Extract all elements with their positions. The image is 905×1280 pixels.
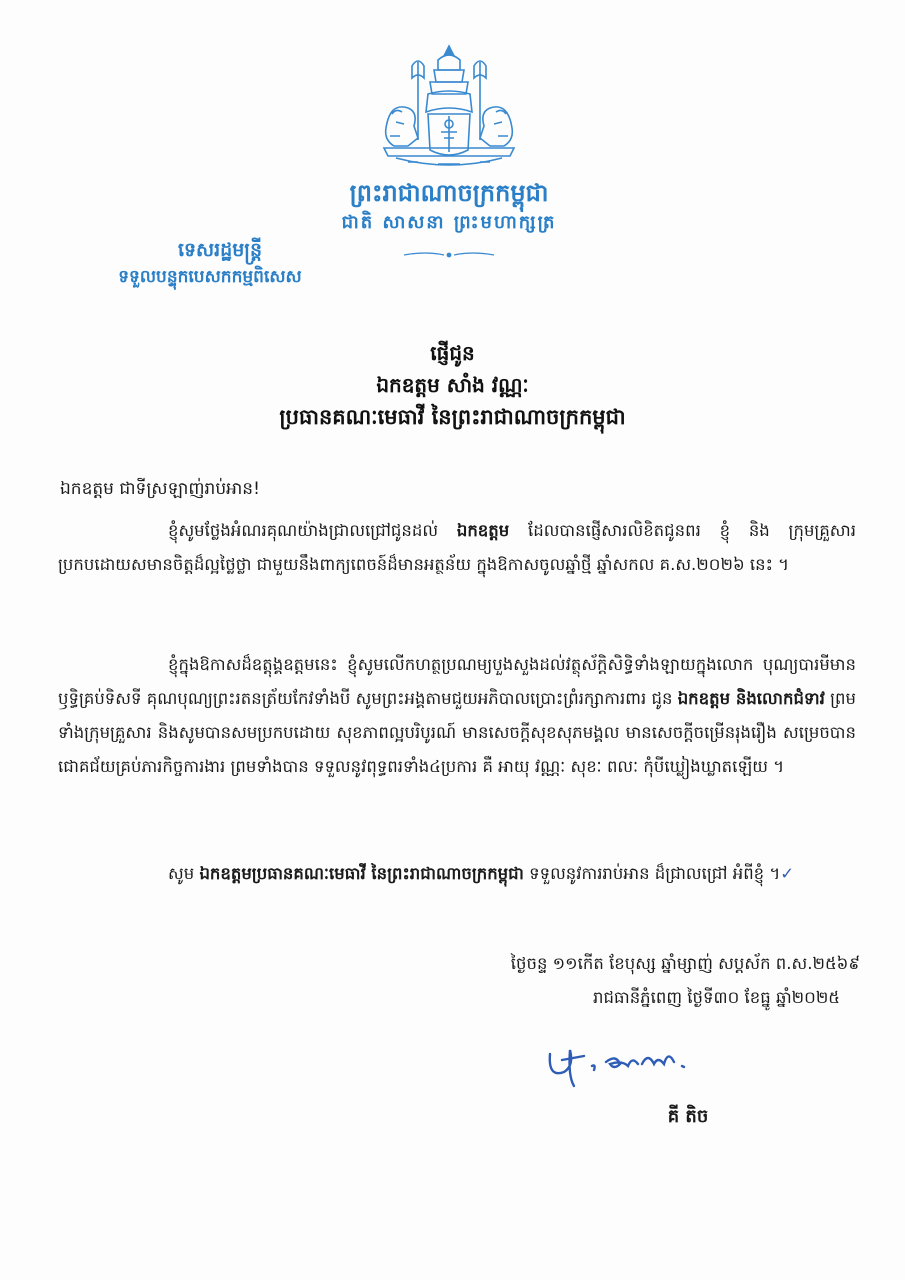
signer-name: គី តិច bbox=[667, 1106, 709, 1127]
text-span: ដែលបានផ្ញើសារលិខិតជូនពរ ខ្ញុំ និង ក្រុមគ្រួសារ ប្រកបដោយសមានចិត្តដ៏ល្អថ្លៃថ្លា ជាមួយនឹងពាក្យពេចន៍ដ៏មានអត្ថន័យ ក្នុងឱកាសចូលឆ្នាំថ្មី ឆ្នាំសកល គ.ស.២០២៦ នេះ ។ bbox=[58, 521, 856, 574]
addressee-role: ប្រធានគណៈមេធាវី នៃព្រះរាជាណាចក្រកម្ពុជា bbox=[279, 404, 626, 429]
body-paragraph-2 bbox=[58, 648, 856, 784]
closing-paragraph bbox=[58, 857, 856, 891]
text-span: ខ្ញុំសូមថ្លែងអំណរគុណយ៉ាងជ្រាលជ្រៅជូនដល់ bbox=[168, 521, 457, 540]
royal-coat-of-arms-emblem bbox=[378, 42, 520, 174]
text-span: ទទួលនូវការរាប់អាន ដ៏ជ្រាលជ្រៅ អំពីខ្ញុំ ។ bbox=[523, 864, 781, 883]
addressee-name: ឯកឧត្តម សាំង វណ្ណៈ bbox=[376, 373, 529, 397]
bold-span: ឯកឧត្តម bbox=[456, 521, 510, 540]
text-span: សូម bbox=[168, 864, 200, 883]
place-date-line: រាជធានីភ្នំពេញ ថ្ងៃទី៣០ ខែធ្នូ ឆ្នាំ២០២៥ bbox=[593, 988, 840, 1007]
addressee-label: ផ្ញើជូន bbox=[430, 341, 475, 365]
issuing-office-subtitle: ទទួលបន្ទុកបេសកកម្មពិសេស bbox=[118, 267, 302, 287]
handwritten-check-mark: ✓ bbox=[780, 864, 795, 883]
kingdom-motto: ជាតិ សាសនា ព្រះមហាក្សត្រ bbox=[341, 212, 557, 233]
kingdom-title: ព្រះរាជាណាចក្រកម្ពុជា bbox=[349, 178, 549, 207]
text-span: ខ្ញុំក្នុងឱកាសដ៏ឧត្តុង្គឧត្តមនេះ ខ្ញុំសូមលើកហត្ថប្រណម្យបួងសួងដល់វត្ថុស័ក្តិសិទ្ធិទាំងឡាយក្នុងលោក បុណ្យបារមីមានឫទ្ធិគ្រប់ទិសទី គុណបុណ្យព្រះរតនត្រ័យកែវទាំងបី សូមព្រះអង្គតាមជួយអភិបាលប្រោះព្រំរក្សាការពារ ជូន bbox=[58, 655, 856, 708]
bold-span: ឯកឧត្តមប្រធានគណៈមេធាវី នៃព្រះរាជាណាចក្រកម្ពុជា bbox=[199, 864, 524, 883]
bold-span: ឯកឧត្តម និងលោកជំទាវ bbox=[677, 689, 825, 708]
text-span: ព្រមទាំងក្រុមគ្រួសារ និងសូមបានសមប្រកបដោយ សុខភាពល្អបរិបូរណ៍ មានសេចក្តីសុខសុភមង្គល មានសេចក្តីចម្រើនរុងរឿង សម្រេចបានជោគជ័យគ្រប់ភារកិច្ចការងារ ព្រមទាំងបាន ទទួលនូវពុទ្ធពរទាំង៤ប្រការ គឺ អាយុ វណ្ណៈ សុខៈ ពលៈ កុំបីឃ្លៀងឃ្លាតឡើយ ។ bbox=[58, 689, 857, 776]
issuing-office-title: ទេសរដ្ឋមន្ត្រី bbox=[177, 239, 263, 261]
divider-ornament-icon bbox=[404, 250, 494, 260]
lunar-date-line: ថ្ងៃចន្ទ ១១កើត ខែបុស្ស ឆ្នាំម្សាញ់ សប្តស័ក ព.ស.២៥៦៩ bbox=[510, 954, 860, 973]
body-paragraph-1 bbox=[58, 514, 856, 582]
handwritten-signature bbox=[540, 1036, 710, 1092]
salutation: ឯកឧត្តម ជាទីស្រឡាញ់រាប់អាន! bbox=[60, 479, 260, 499]
